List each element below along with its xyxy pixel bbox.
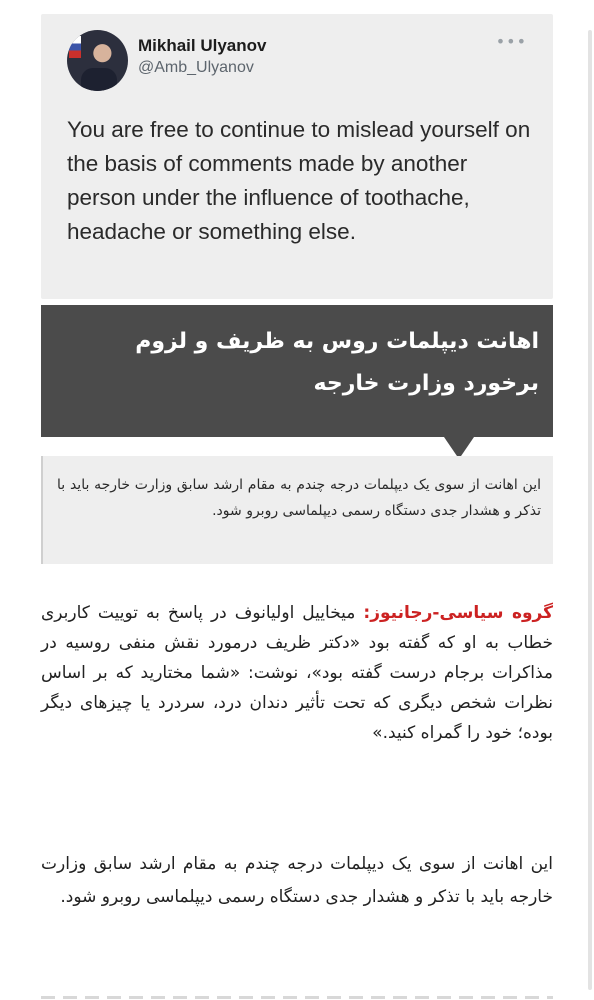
flag-icon [69, 36, 81, 58]
paragraph-1-text: میخاییل اولیانوف در پاسخ به توییت کاربری خطاب به او که گفته بود «دکتر ظریف درمورد نقش منفی روسیه در مذاکرات برجام درست گفته بود»، نوشت: «شما مختارید که بر اساس نظرات شخص دیگری که تحت تأثیر دندان درد، سردرد یا چیزهای دیگر بوده؛ خود را گمراه کنید.» [41, 603, 553, 743]
article-paragraph-1 [41, 598, 553, 748]
tweet-card [41, 14, 553, 299]
source-label: گروه سیاسی-رجانیوز: [363, 603, 554, 623]
tweet-text: You are free to continue to mislead yourself on the basis of comments made by another person under the influence of toothache, headache or something else. [67, 117, 531, 244]
tweet-author-handle[interactable]: @Amb_Ulyanov [138, 59, 254, 76]
lead-box [41, 456, 553, 564]
avatar[interactable] [67, 30, 128, 91]
article-headline: اهانت دیپلمات روس به ظریف و لزوم برخورد وزارت خارجه [135, 329, 539, 396]
tweet-author-name[interactable]: Mikhail Ulyanov [138, 36, 267, 55]
article-lead: این اهانت از سوی یک دیپلمات درجه چندم به مقام ارشد سابق وزارت خارجه باید با تذکر و هشدار جدی دستگاه رسمی دیپلماسی روبرو شود. [57, 477, 541, 519]
more-horizontal-icon[interactable]: ••• [495, 32, 527, 51]
scrollbar[interactable] [588, 30, 592, 990]
headline-banner [41, 305, 553, 437]
article-paragraph-2: این اهانت از سوی یک دیپلمات درجه چندم به مقام ارشد سابق وزارت خارجه باید با تذکر و هشدار جدی دستگاه رسمی دیپلماسی روبرو شود. [41, 854, 553, 907]
avatar-figure [81, 68, 117, 91]
next-paragraph-cutoff [41, 992, 553, 1000]
